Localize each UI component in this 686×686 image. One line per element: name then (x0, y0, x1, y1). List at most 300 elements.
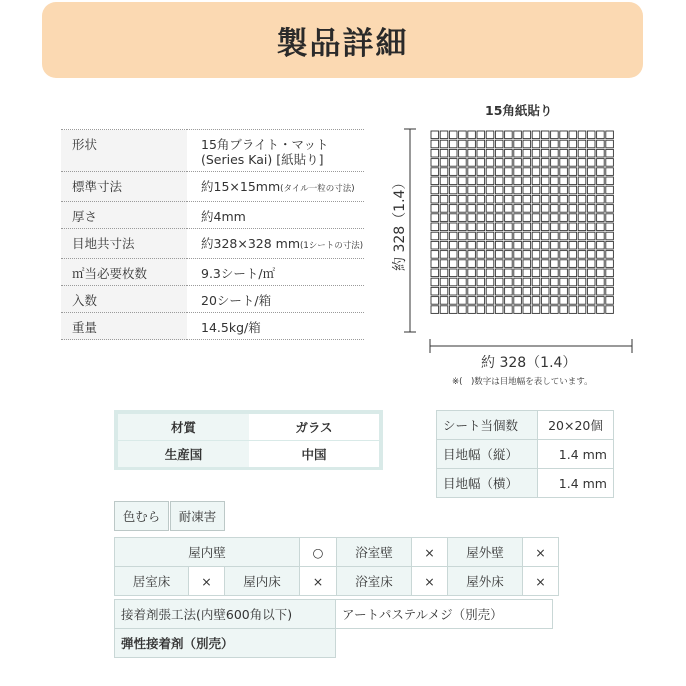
tile (486, 177, 494, 185)
tile (468, 168, 476, 176)
tile (459, 140, 467, 148)
country-value: 中国 (249, 441, 379, 468)
tile (449, 149, 457, 157)
tile (578, 269, 586, 277)
tile (514, 232, 522, 240)
installation-method: 接着剤張工法(内壁600角以下) (115, 600, 336, 629)
tile (532, 214, 540, 222)
tile (597, 223, 605, 231)
tile (449, 223, 457, 231)
tile (597, 287, 605, 295)
tile (468, 251, 476, 259)
tile (560, 223, 568, 231)
tile (597, 177, 605, 185)
tile (569, 195, 577, 203)
color-variation-tag: 色むら (114, 501, 169, 531)
spec-value: 20シート/箱 (187, 286, 364, 313)
tile (449, 251, 457, 259)
tile (505, 168, 513, 176)
tile (532, 232, 540, 240)
tile-grid (431, 131, 613, 313)
tile (523, 177, 531, 185)
tile (560, 131, 568, 139)
tile (606, 205, 614, 213)
tile (505, 287, 513, 295)
tile (569, 232, 577, 240)
tile (532, 131, 540, 139)
spec-value-line2: (Series Kai) [紙貼り] (201, 152, 324, 167)
tile (477, 159, 485, 167)
tile (532, 269, 540, 277)
tile (523, 223, 531, 231)
tile (551, 195, 559, 203)
tile (514, 195, 522, 203)
tile (569, 149, 577, 157)
tile (431, 186, 439, 194)
tile (495, 149, 503, 157)
tile (569, 205, 577, 213)
tile (560, 251, 568, 259)
tile (578, 223, 586, 231)
tile (477, 287, 485, 295)
tile (495, 287, 503, 295)
tile (597, 232, 605, 240)
tile (587, 223, 595, 231)
tile (532, 223, 540, 231)
tile (449, 241, 457, 249)
usage-label: 屋外壁 (448, 538, 523, 567)
tile (514, 214, 522, 222)
tile (477, 214, 485, 222)
tile (541, 297, 549, 305)
tile (587, 232, 595, 240)
tile (560, 232, 568, 240)
tile (486, 140, 494, 148)
tile (532, 306, 540, 314)
tile (541, 149, 549, 157)
tile (587, 214, 595, 222)
tile (606, 168, 614, 176)
table-row (437, 411, 614, 440)
tile (560, 149, 568, 157)
tile (468, 278, 476, 286)
tile (440, 223, 448, 231)
table-row (118, 441, 379, 468)
tile (523, 205, 531, 213)
material-table (118, 414, 379, 467)
tile (569, 297, 577, 305)
tile (431, 306, 439, 314)
tile (523, 186, 531, 194)
tile (505, 140, 513, 148)
tile (514, 168, 522, 176)
tile (597, 306, 605, 314)
tile (569, 306, 577, 314)
table-row (61, 259, 364, 286)
tile (560, 186, 568, 194)
tile (606, 278, 614, 286)
sheet-label: 目地幅（横） (437, 469, 538, 498)
tile (495, 269, 503, 277)
tile (449, 214, 457, 222)
tile (477, 205, 485, 213)
tile (587, 306, 595, 314)
tile (459, 269, 467, 277)
tile (597, 260, 605, 268)
tile (523, 297, 531, 305)
tile (477, 149, 485, 157)
tile (440, 251, 448, 259)
tile (606, 140, 614, 148)
tile (505, 177, 513, 185)
tile (468, 195, 476, 203)
tile (606, 177, 614, 185)
vertical-dimension-label: 約 328（1.4） (392, 175, 408, 271)
tile (440, 159, 448, 167)
tile (514, 278, 522, 286)
tile (597, 241, 605, 249)
tile (431, 241, 439, 249)
tile (587, 297, 595, 305)
tile (468, 205, 476, 213)
tile (606, 241, 614, 249)
tile (587, 140, 595, 148)
usage-mark: × (523, 567, 559, 596)
tile (459, 241, 467, 249)
tile (532, 140, 540, 148)
tile (606, 287, 614, 295)
tile (541, 287, 549, 295)
tile (569, 287, 577, 295)
tile (606, 297, 614, 305)
tile (449, 177, 457, 185)
tile (606, 214, 614, 222)
tile (477, 251, 485, 259)
tile (486, 251, 494, 259)
tile (560, 306, 568, 314)
tile (560, 140, 568, 148)
tile (523, 278, 531, 286)
spec-label: ㎡当必要枚数 (61, 259, 187, 286)
usage-mark: × (189, 567, 225, 596)
tile (597, 195, 605, 203)
tile (440, 177, 448, 185)
tile (578, 186, 586, 194)
tile (606, 306, 614, 314)
usage-label: 屋内床 (225, 567, 300, 596)
tile (477, 260, 485, 268)
tile (578, 241, 586, 249)
tile (532, 205, 540, 213)
sheet-value: 1.4 mm (538, 440, 614, 469)
tile (431, 251, 439, 259)
tile (477, 278, 485, 286)
tile (541, 241, 549, 249)
tile (486, 287, 494, 295)
tile (514, 241, 522, 249)
tile (431, 269, 439, 277)
tile (440, 186, 448, 194)
tile (606, 131, 614, 139)
tile (431, 177, 439, 185)
tile (431, 287, 439, 295)
tile (532, 260, 540, 268)
tile (459, 159, 467, 167)
table-row (61, 313, 364, 340)
tile (459, 149, 467, 157)
tile (449, 168, 457, 176)
tile (514, 251, 522, 259)
tile (459, 214, 467, 222)
tile (486, 223, 494, 231)
usage-label: 居室床 (115, 567, 189, 596)
tile (459, 177, 467, 185)
material-panel (114, 410, 383, 470)
usage-mark: × (300, 567, 337, 596)
tile (560, 260, 568, 268)
tile (486, 131, 494, 139)
tile (569, 251, 577, 259)
tile (523, 232, 531, 240)
tile (440, 131, 448, 139)
tile (468, 241, 476, 249)
tile (514, 149, 522, 157)
tile (486, 269, 494, 277)
tile (541, 278, 549, 286)
adhesive-info: 弾性接着剤（別売） (115, 629, 336, 658)
tile (486, 195, 494, 203)
tile (523, 287, 531, 295)
tile (532, 149, 540, 157)
tile (569, 278, 577, 286)
tile (560, 297, 568, 305)
usage-label: 浴室壁 (337, 538, 412, 567)
tile (449, 195, 457, 203)
tile (551, 260, 559, 268)
tile (431, 131, 439, 139)
tile (551, 278, 559, 286)
grout-info: アートパステルメジ（別売） (336, 600, 553, 629)
tile (495, 168, 503, 176)
tile (551, 297, 559, 305)
tile (495, 232, 503, 240)
tile (551, 306, 559, 314)
tile (578, 149, 586, 157)
tile (440, 149, 448, 157)
tile (486, 205, 494, 213)
tile (440, 140, 448, 148)
tile (541, 232, 549, 240)
tile (514, 159, 522, 167)
tile (551, 251, 559, 259)
tile (477, 306, 485, 314)
tile (431, 140, 439, 148)
tile (560, 195, 568, 203)
tile (560, 269, 568, 277)
tile (606, 232, 614, 240)
horizontal-dimension-label: 約 328（1.4） (481, 355, 577, 371)
tile (431, 149, 439, 157)
tile (551, 159, 559, 167)
tile (532, 159, 540, 167)
spec-label: 厚さ (61, 202, 187, 229)
tile (578, 168, 586, 176)
tile (431, 297, 439, 305)
tile (514, 131, 522, 139)
tile (560, 241, 568, 249)
tile (505, 195, 513, 203)
joint-width-note: ※( )数字は目地幅を表しています。 (452, 377, 593, 387)
tile (459, 287, 467, 295)
tile (505, 260, 513, 268)
spec-table (61, 129, 364, 340)
tile (587, 186, 595, 194)
tile (606, 269, 614, 277)
tile (449, 159, 457, 167)
tile (578, 214, 586, 222)
tile (597, 297, 605, 305)
tile (597, 168, 605, 176)
tile (505, 131, 513, 139)
tile (449, 140, 457, 148)
spec-label: 形状 (61, 130, 187, 172)
tile (505, 149, 513, 157)
tile (431, 214, 439, 222)
tile (468, 269, 476, 277)
tile (468, 287, 476, 295)
tile (449, 278, 457, 286)
tile (569, 159, 577, 167)
tile (587, 205, 595, 213)
tile (477, 131, 485, 139)
tile (587, 269, 595, 277)
tile (551, 149, 559, 157)
sheet-label: 目地幅（縦） (437, 440, 538, 469)
tile (560, 214, 568, 222)
tile (495, 177, 503, 185)
table-row (61, 172, 364, 202)
tile (449, 287, 457, 295)
tile (532, 251, 540, 259)
usage-label: 屋外床 (448, 567, 523, 596)
tile (514, 177, 522, 185)
tile (597, 186, 605, 194)
tile (551, 214, 559, 222)
tile (597, 140, 605, 148)
tile (569, 223, 577, 231)
tile (597, 251, 605, 259)
tile (505, 159, 513, 167)
tile (560, 168, 568, 176)
tile (597, 214, 605, 222)
tile (597, 269, 605, 277)
country-label: 生産国 (118, 441, 249, 468)
tile (578, 297, 586, 305)
tile (587, 131, 595, 139)
tile (551, 287, 559, 295)
tile (541, 159, 549, 167)
tile (587, 251, 595, 259)
tile (551, 186, 559, 194)
tile (606, 149, 614, 157)
tile (578, 306, 586, 314)
tile (440, 168, 448, 176)
tile (468, 177, 476, 185)
tile (440, 241, 448, 249)
tile (578, 177, 586, 185)
tile (587, 159, 595, 167)
tile (468, 159, 476, 167)
tile (468, 223, 476, 231)
tile (431, 278, 439, 286)
spec-value-main: 約328×328 mm (201, 236, 301, 251)
tile (578, 195, 586, 203)
spec-value-note: (1シートの寸法) (300, 241, 364, 251)
tile (431, 205, 439, 213)
tile (505, 297, 513, 305)
tile (495, 195, 503, 203)
tile (569, 186, 577, 194)
tile (578, 278, 586, 286)
tile (578, 260, 586, 268)
spec-label: 標準寸法 (61, 172, 187, 202)
page-title: 製品詳細 (276, 25, 409, 62)
table-row (115, 600, 553, 629)
tile (440, 278, 448, 286)
tile (551, 131, 559, 139)
tile (459, 223, 467, 231)
tile (514, 223, 522, 231)
tile (468, 297, 476, 305)
usage-mark: × (412, 567, 448, 596)
tile (505, 205, 513, 213)
tile (606, 251, 614, 259)
frost-damage-tag: 耐凍害 (170, 501, 225, 531)
tile (532, 168, 540, 176)
tile (514, 306, 522, 314)
spec-label: 目地共寸法 (61, 229, 187, 259)
spec-label: 入数 (61, 286, 187, 313)
tile (597, 131, 605, 139)
tile (459, 278, 467, 286)
spec-value (187, 130, 364, 172)
tile (505, 232, 513, 240)
tile (477, 297, 485, 305)
spec-value-main: 約15×15mm (201, 179, 281, 194)
tile (505, 214, 513, 222)
tile (569, 214, 577, 222)
tile (587, 195, 595, 203)
tile (468, 306, 476, 314)
tile (551, 168, 559, 176)
tile (551, 241, 559, 249)
material-label: 材質 (118, 414, 249, 441)
usage-mark: × (523, 538, 559, 567)
tile (569, 168, 577, 176)
sheet-label: シート当個数 (437, 411, 538, 440)
spec-value: 約4mm (187, 202, 364, 229)
tile (514, 287, 522, 295)
tile (569, 177, 577, 185)
tile (597, 278, 605, 286)
tile (495, 186, 503, 194)
header-banner (42, 2, 643, 78)
tile (495, 159, 503, 167)
tile (578, 205, 586, 213)
tile (468, 214, 476, 222)
tile (459, 205, 467, 213)
tile (495, 223, 503, 231)
